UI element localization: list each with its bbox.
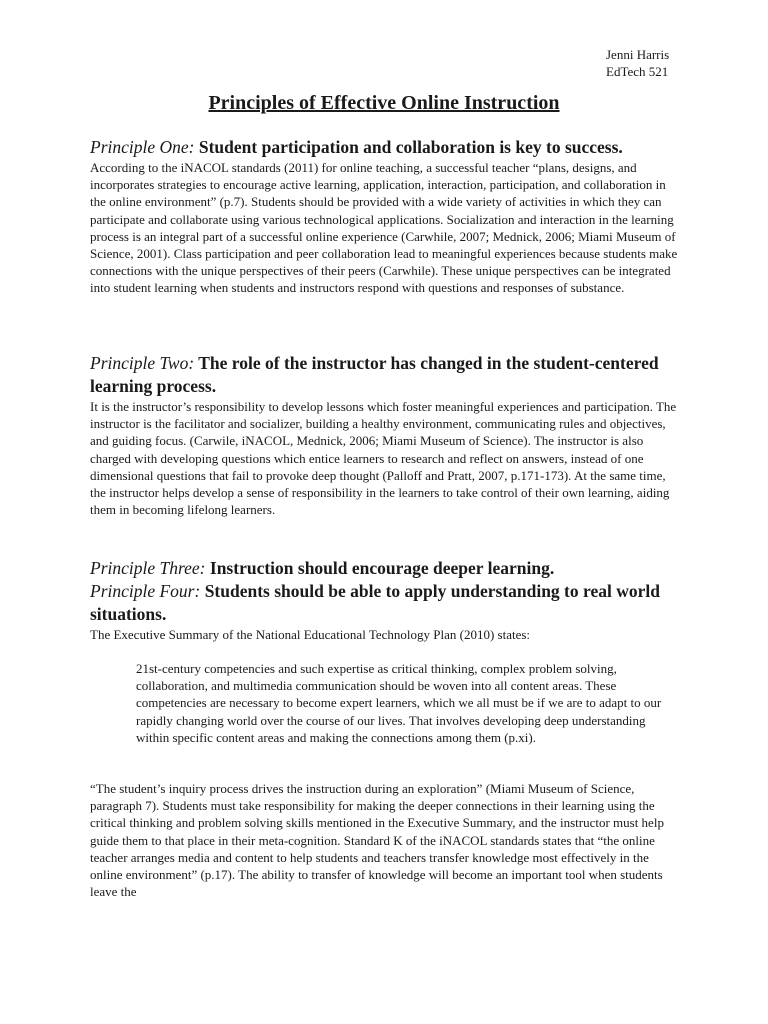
principle-four-body: The Executive Summary of the National Educational Technology Plan (2010) states: bbox=[90, 627, 531, 642]
principle-three-claim: Instruction should encourage deeper learning. bbox=[205, 558, 555, 578]
principle-three-four-section bbox=[90, 557, 680, 643]
principle-one-claim: Student participation and collaboration is key to success. bbox=[194, 137, 623, 157]
principle-two-heading bbox=[90, 352, 680, 398]
principle-two-claim: The role of the instructor has changed in the student-centered learning process. bbox=[90, 353, 659, 396]
author-name: Jenni Harris bbox=[606, 47, 670, 62]
principle-one-heading bbox=[90, 136, 680, 159]
course-name: EdTech 521 bbox=[606, 64, 669, 79]
block-quote: 21st-century competencies and such expertise as critical thinking, complex problem solving, collaboration, and multimedia communication should be woven into all content areas. These competencies are necessary to become expert learners, which we all must be if we are to adapt to our rapidly changing world over the course of our lives. That involves developing deep understanding within specific content areas and making the connections among them (p.xi). bbox=[136, 661, 662, 745]
principle-four-claim: Students should be able to apply understanding to real world situations. bbox=[90, 581, 660, 624]
principle-one-section bbox=[90, 136, 680, 297]
principle-one-body: According to the iNACOL standards (2011) for online teaching, a successful teacher “plans, designs, and incorporates strategies to encourage active learning, application, interaction, participation, and collaboration in the online environment” (p.7). Students should be provided with a wide variety of activities in which they can participate and collaborate using various technological applications. Socialization and interaction in the learning process is an integral part of a successful online experience (Carwhile, 2007; Mednick, 2006; Miami Museum of Science, 2001). Class participation and peer collaboration lead to meaningful experiences because students make connections with the unique perspectives of their peers (Carwhile). These unique perspectives can be integrated into student learning when students and instructors respond with questions and responses of substance. bbox=[90, 160, 678, 296]
principle-four-label: Principle Four: bbox=[90, 581, 201, 601]
closing-paragraph: “The student’s inquiry process drives the instruction during an exploration” (Miami Museum of Science, paragraph 7). Students must take responsibility for making the deeper connections in their learning using the critical thinking and problem solving skills mentioned in the Executive Summary, and the instructor must help guide them to that place in their meta-cognition. Standard K of the iNACOL standards states that “the online teacher arranges media and content to help students and teachers transfer knowledge most effectively in the online environment” (p.17). The ability to transfer of knowledge will become an important tool when students leave the bbox=[90, 781, 664, 900]
principle-three-label: Principle Three: bbox=[90, 558, 206, 578]
principle-four-heading bbox=[90, 580, 680, 626]
author-block bbox=[606, 46, 669, 80]
principle-two-label: Principle Two: bbox=[90, 353, 195, 373]
principle-two-section bbox=[90, 352, 680, 518]
principle-three-heading bbox=[90, 557, 680, 580]
document-title: Principles of Effective Online Instruction bbox=[208, 92, 560, 114]
closing-section bbox=[90, 780, 680, 900]
principle-one-label: Principle One: bbox=[90, 137, 195, 157]
principle-two-body: It is the instructor’s responsibility to develop lessons which foster meaningful experiences and participation. The instructor is the facilitator and socializer, building a healthy environment, communicating rules and objectives, and guiding focus. (Carwile, iNACOL, Mednick, 2006; Miami Museum of Science). The instructor is also charged with developing questions which entice learners to research and reflect on answers, instead of one dimensional questions that fail to provoke deep thought (Palloff and Pratt, 2007, p.171-173). At the same time, the instructor helps develop a sense of responsibility in the learners to take control of their own learning, aiding them in becoming lifelong learners. bbox=[90, 399, 677, 518]
